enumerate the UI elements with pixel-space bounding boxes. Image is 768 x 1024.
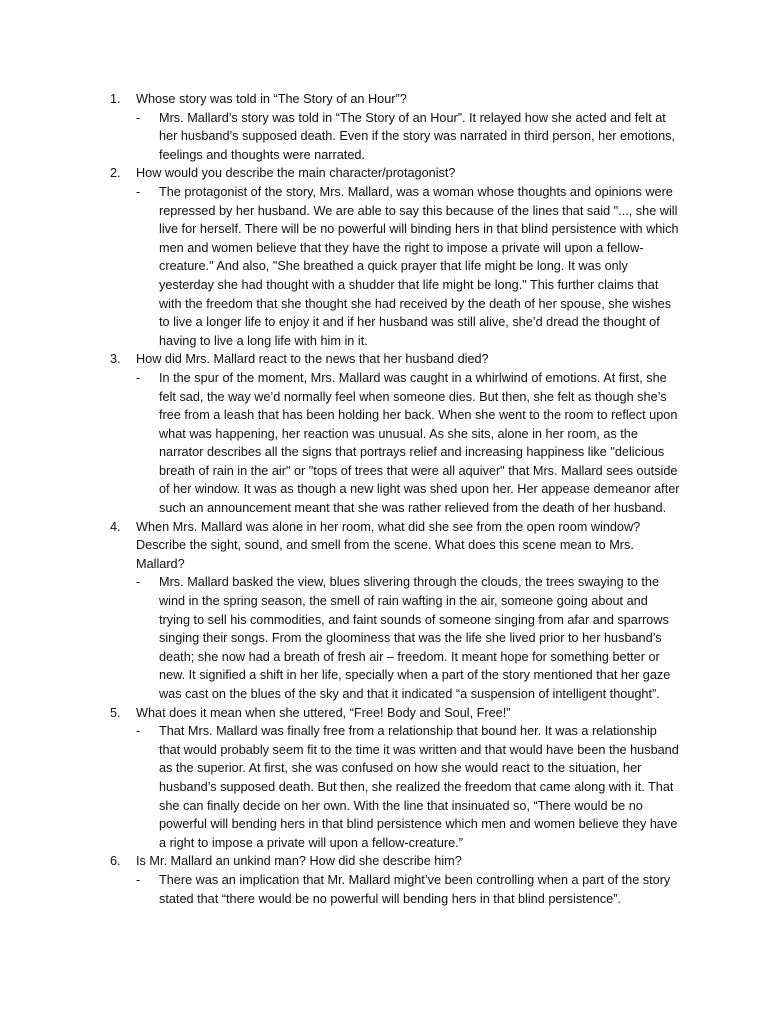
question-text: Whose story was told in “The Story of an Hour”? [136, 92, 407, 106]
list-item-question-6 [110, 852, 680, 908]
answer-bullet: - [136, 575, 141, 590]
list-item-question-3 [110, 350, 680, 517]
answer-text: Mrs. Mallard’s story was told in “The Story of an Hour”. It relayed how she acted and felt at her husband’s supposed death. Even if the story was narrated in third person, her emotions, feelings and thoughts were narrated. [159, 110, 676, 162]
list-item-question-2 [110, 164, 680, 350]
answer-text: In the spur of the moment, Mrs. Mallard was caught in a whirlwind of emotions. At first, she felt sad, the way we’d normally feel when someone dies. But then, she felt as though she’s free from a leash that has been holding her back. When she went to the room to reflect upon what was happening, her reaction was unusual. As she sits, alone in her room, as the narrator describes all the signs that portrays relief and increasing happiness like "delicious breath of rain in the air" or "tops of trees that were all aquiver" that Mrs. Mallard sees outside of her window. It was as though a new light was shed upon her. Her appease demeanor after such an announcement meant that she was rather relieved from the death of her husband. [159, 370, 680, 516]
answer-text: That Mrs. Mallard was finally free from a relationship that bound her. It was a relationship that would probably seem fit to the time it was written and that would have been the husband as the superior. At first, she was confused on how she would react to the situation, her husband’s supposed death. But then, she realized the freedom that came along with it. That she can finally decide on her own. With the line that insinuated so, “There would be no powerful will bending hers in that blind persistence which men and women believe they have a right to impose a private will upon a fellow-creature.” [159, 724, 679, 850]
question-number: 3. [110, 352, 121, 367]
answer-row [110, 871, 680, 908]
answer-row [110, 109, 680, 165]
question-row [110, 350, 680, 369]
question-number: 2. [110, 166, 121, 181]
question-text: Is Mr. Mallard an unkind man? How did she describe him? [136, 854, 462, 869]
answer-text: There was an implication that Mr. Mallard might’ve been controlling when a part of the story stated that “there would be no powerful will bending hers in that blind persistence”. [159, 872, 671, 906]
question-number: 6. [110, 854, 121, 869]
answer-row [110, 183, 680, 350]
question-row [110, 704, 680, 723]
question-text: When Mrs. Mallard was alone in her room, what did she see from the open room window? Describe the sight, sound, and smell from the scene. What does this scene mean to Mrs. Mallard? [136, 519, 641, 571]
question-text: How did Mrs. Mallard react to the news that her husband died? [136, 352, 489, 367]
answer-bullet: - [136, 184, 141, 199]
answer-bullet: - [136, 724, 141, 739]
question-number: 5. [110, 705, 121, 720]
answer-row [110, 369, 680, 518]
answer-row [110, 573, 680, 703]
answer-text: The protagonist of the story, Mrs. Mallard, was a woman whose thoughts and opinions were repressed by her husband. We are able to say this because of the lines that said "..., she will live for herself. There will be no powerful will binding hers in that blind persistence with which men and women believe that they have the right to impose a private will upon a fellow-creature." And also, "She breathed a quick prayer that life might be long. It was only yesterday she had thought with a shudder that life might be long." This further claims that with the freedom that she thought she had received by the death of her spouse, she wishes to live a longer life to enjoy it and if her husband was still alive, she’d dread the thought of having to live a long life with him in it. [159, 184, 679, 348]
question-text: What does it mean when she uttered, “Free! Body and Soul, Free!” [136, 705, 511, 720]
answer-bullet: - [136, 872, 141, 887]
list-item-question-5 [110, 704, 680, 853]
question-list [110, 90, 680, 908]
question-text: How would you describe the main character/protagonist? [136, 166, 456, 181]
answer-row [110, 722, 680, 852]
answer-bullet: - [136, 370, 141, 385]
question-row [110, 164, 680, 183]
answer-bullet: - [136, 110, 141, 125]
question-row [110, 852, 680, 871]
answer-text: Mrs. Mallard basked the view, blues slivering through the clouds, the trees swaying to the wind in the spring season, the smell of rain wafting in the air, someone going about and trying to sell his commodities, and faint sounds of someone singing from afar and sparrows singing their songs. From the gloominess that was the life she lived prior to her husband’s death; she now had a breath of fresh air – freedom. It meant hope for something better or new. It signified a shift in her life, specially when a part of the story mentioned that her gaze was cast on the blues of the sky and that it indicated “a suspension of intelligent thought”. [159, 575, 671, 701]
question-row [110, 90, 680, 109]
list-item-question-1 [110, 90, 680, 164]
question-number: 4. [110, 519, 121, 534]
list-item-question-4 [110, 518, 680, 704]
question-row [110, 518, 680, 574]
question-number: 1. [110, 92, 121, 106]
